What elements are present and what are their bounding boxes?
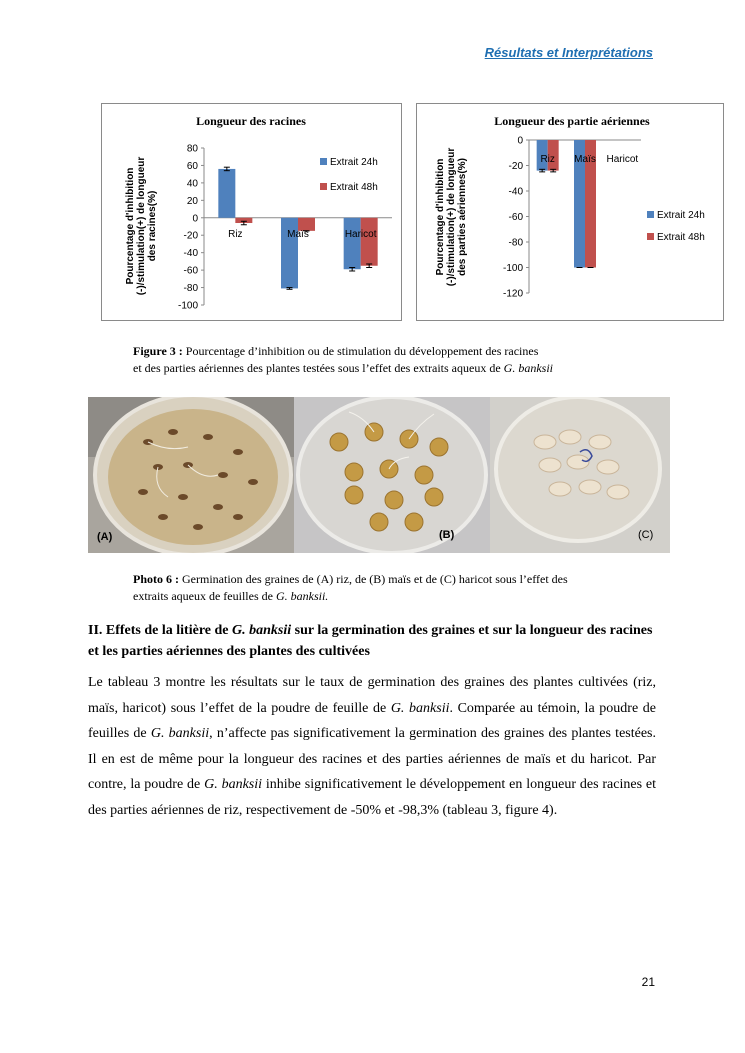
roots-chart-y-tick-label: -40	[183, 248, 198, 260]
para-species2: G. banksii	[150, 726, 210, 741]
para-species3: G. banksii	[204, 777, 263, 792]
photo-c	[490, 397, 670, 553]
para-part4: inhibe significativement le développement en longueur des racines et des parties aériennes de riz, respectivement de -50% et -98,3% (tableau 3, figure 4).	[88, 777, 656, 818]
figure3-text-line1: Pourcentage d’inhibition ou de stimulation du développement des racines	[185, 344, 539, 358]
petri-dish-maize-image	[294, 397, 490, 553]
aerial-chart-ylabel-line: des parties aériennes(%)	[457, 158, 468, 276]
roots-chart-y-tick-label: -100	[177, 300, 198, 312]
photo6-caption	[133, 571, 656, 605]
photo-b	[294, 397, 490, 553]
roots-chart-y-tick-label: -20	[183, 230, 198, 242]
para-part1: Le tableau 3 montre les résultats sur le taux de germination des graines des plantes cultivées (riz, maïs, haricot) sous l’effet de la poudre de feuille de	[88, 675, 656, 716]
aerial-chart-category-label: Haricot	[606, 154, 639, 165]
body-paragraph	[88, 670, 656, 823]
roots-chart-y-tick-label: 80	[186, 143, 198, 155]
roots-chart-bar-extrait-24h-2	[344, 218, 361, 269]
roots-chart-y-tick-label: -80	[183, 283, 198, 295]
photo-strip	[88, 397, 670, 555]
figure3-label: Figure 3 :	[133, 344, 183, 358]
aerial-chart-title: Longueur des partie aériennes	[494, 114, 650, 128]
photo6-text-line2: extraits aqueux de feuilles de	[133, 589, 276, 603]
chart-roots-svg	[102, 104, 401, 320]
photo6-label: Photo 6 :	[133, 572, 179, 586]
aerial-chart-y-tick-label: -120	[502, 288, 523, 300]
figure3-species: G. banksii	[503, 361, 553, 375]
roots-chart-legend-swatch	[320, 183, 327, 190]
roots-chart-y-tick-label: 0	[192, 213, 198, 225]
section-heading-species: G. banksii	[232, 623, 292, 638]
aerial-chart-y-tick-label: -20	[508, 161, 523, 172]
photo6-species: G. banksii.	[275, 589, 329, 603]
roots-chart-bar-extrait-48h-2	[361, 218, 378, 266]
aerial-chart-ylabel-line: Pourcentage d'inhibition	[435, 158, 446, 276]
para-species1: G. banksii	[390, 700, 450, 716]
roots-chart-category-label: Haricot	[344, 229, 377, 240]
figure3-text-line2: et des parties aériennes des plantes testées sous l’effet des extraits aqueux de	[133, 361, 504, 375]
roots-chart-bar-extrait-24h-0	[218, 169, 235, 218]
aerial-chart-category-label: Riz	[540, 154, 555, 165]
para-part2: . Comparée au témoin, la poudre de feuilles de	[88, 700, 656, 741]
section-heading-pre: II. Effets de la litière de	[88, 623, 232, 638]
chart-aerial-svg	[417, 104, 723, 320]
chart-aerial	[416, 103, 724, 321]
photo-a-label: (A)	[97, 531, 113, 543]
chart-roots	[101, 103, 402, 321]
roots-chart-category-label: Riz	[228, 229, 243, 240]
roots-chart-legend-label: Extrait 48h	[330, 182, 378, 193]
aerial-chart-legend-swatch	[647, 211, 654, 218]
roots-chart-y-tick-label: -60	[183, 265, 198, 277]
aerial-chart-legend-label: Extrait 24h	[657, 210, 705, 221]
roots-chart-y-tick-label: 40	[186, 178, 198, 190]
roots-chart-ylabel-line: Pourcentage d'inhibition	[125, 167, 136, 285]
photo-a	[88, 397, 294, 553]
photo6-text-line1: Germination des graines de (A) riz, de (B) maïs et de (C) haricot sous l’effet des	[182, 572, 568, 586]
roots-chart-legend-label: Extrait 24h	[330, 157, 378, 168]
roots-chart-ylabel-line: (-)/stimulation(+) de longueur	[136, 156, 147, 296]
running-header: Résultats et Interprétations	[484, 45, 653, 60]
aerial-chart-legend-label: Extrait 48h	[657, 232, 705, 243]
page-number: 21	[641, 975, 655, 989]
roots-chart-category-label: Maïs	[287, 229, 309, 240]
aerial-chart-ylabel-line: (-)/stimulation(+) de longueur	[446, 147, 457, 287]
petri-dish-rice-image	[88, 397, 294, 553]
para-part3: , n’affecte pas significativement la germination des graines des plantes testées. Il en est de même pour la longueur des racines et des parties aériennes de maïs et du haricot. Par contre, la poudre de	[88, 726, 656, 792]
aerial-chart-y-tick-label: -100	[502, 263, 523, 274]
roots-chart-y-tick-label: 20	[186, 195, 198, 207]
aerial-chart-y-tick-label: -60	[508, 212, 523, 223]
aerial-chart-y-tick-label: -40	[508, 186, 523, 198]
aerial-chart-category-label: Maïs	[574, 154, 596, 165]
aerial-chart-y-tick-label: 0	[517, 135, 523, 147]
roots-chart-legend-swatch	[320, 158, 327, 165]
roots-chart-title: Longueur des racines	[196, 114, 306, 128]
section-heading-post: sur la germination des graines et sur la longueur des racines et les parties aériennes des plantes des cultivées	[88, 623, 653, 659]
photo-b-label: (B)	[439, 529, 455, 541]
photo-c-label: (C)	[638, 529, 654, 541]
figure3-caption	[133, 343, 653, 377]
section-heading	[88, 620, 656, 662]
aerial-chart-y-tick-label: -80	[508, 237, 523, 249]
roots-chart-y-tick-label: 60	[186, 160, 198, 172]
roots-chart-ylabel-line: des racines(%)	[147, 190, 158, 262]
aerial-chart-legend-swatch	[647, 233, 654, 240]
